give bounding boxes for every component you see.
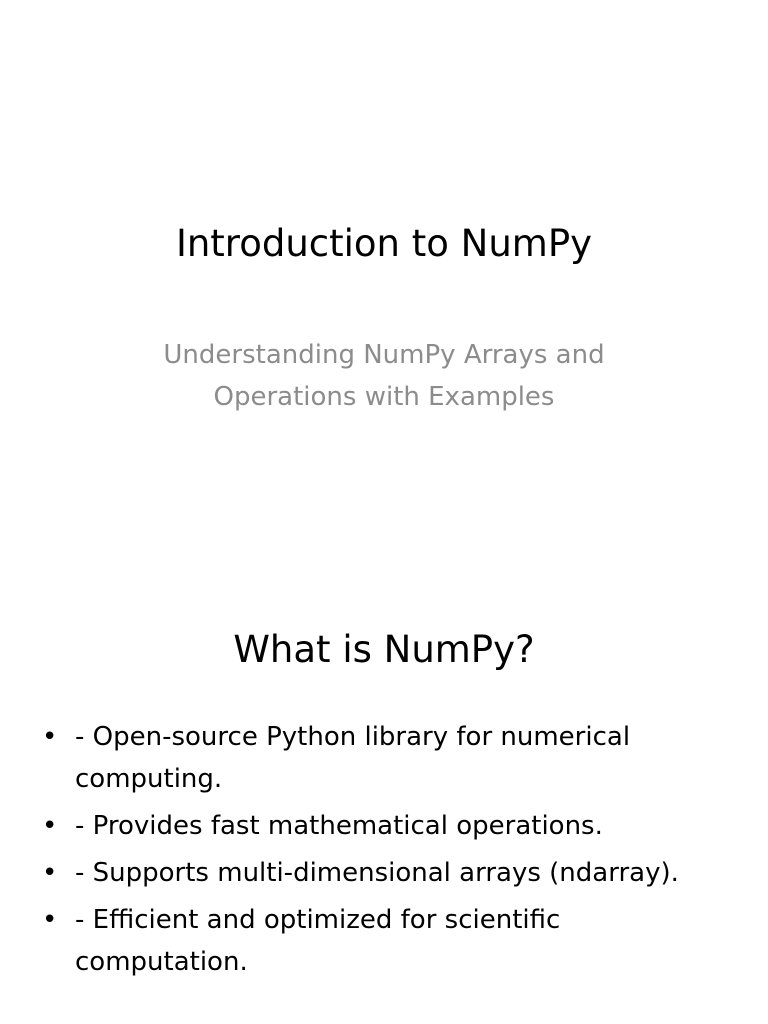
slide-subtitle [120, 334, 648, 418]
bullet-icon: • [42, 905, 58, 935]
slide-title: Introduction to NumPy [175, 222, 593, 265]
bullet-item [40, 899, 730, 983]
bullet-text: - Open-source Python library for numerical computing. [75, 722, 631, 794]
content-slide [0, 512, 768, 1024]
bullet-text: - Provides fast mathematical operations. [75, 811, 603, 841]
bullet-icon: • [42, 858, 58, 888]
bullet-icon: • [42, 811, 58, 841]
bullet-item [40, 852, 730, 894]
subtitle-line: Operations with Examples [213, 382, 555, 412]
subtitle-line: Understanding NumPy Arrays and [163, 340, 605, 370]
bullet-item [40, 805, 730, 847]
bullet-text: - Efficient and optimized for scientific computation. [75, 905, 561, 977]
bullet-icon: • [42, 722, 58, 752]
bullet-text: - Supports multi-dimensional arrays (ndarray). [75, 858, 679, 888]
bullet-list [40, 716, 730, 988]
slide-title: What is NumPy? [233, 628, 535, 671]
bullet-item [40, 716, 730, 800]
